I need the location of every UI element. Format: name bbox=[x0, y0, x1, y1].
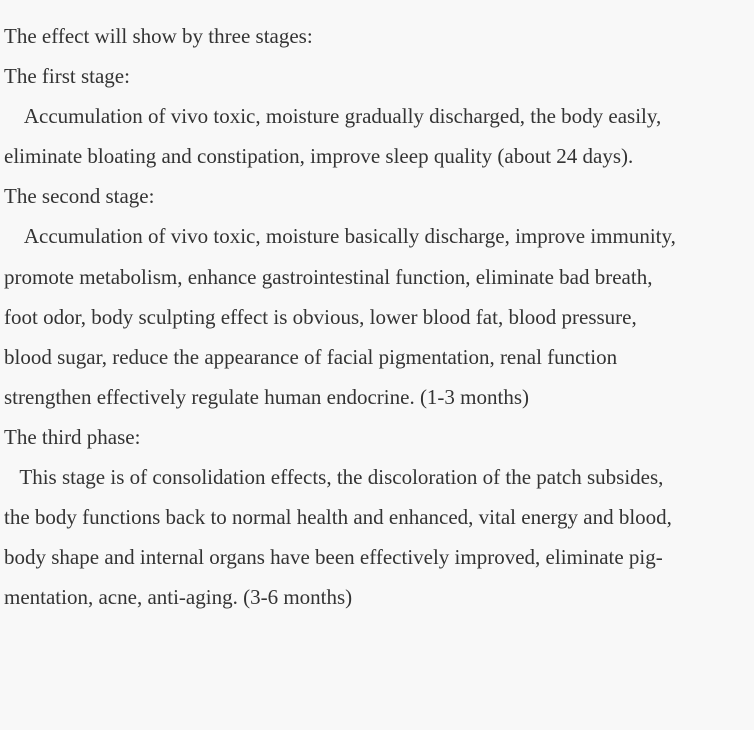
stage-three-text-line: the body functions back to normal health and enhanced, vital energy and blood, bbox=[4, 505, 672, 530]
stage-three-heading: The third phase: bbox=[4, 424, 141, 449]
stage-three-text-line: This stage is of consolidation effects, the discoloration of the patch subsides, bbox=[4, 465, 664, 490]
stage-one-text-line: Accumulation of vivo toxic, moisture gradually discharged, the body easily, bbox=[4, 104, 662, 129]
stage-one-text-line: eliminate bloating and constipation, improve sleep quality (about 24 days). bbox=[4, 144, 634, 169]
stage-two-text-line: promote metabolism, enhance gastrointestinal function, eliminate bad breath, bbox=[4, 264, 653, 289]
intro-heading: The effect will show by three stages: bbox=[4, 24, 313, 48]
stage-two-text-line: foot odor, body sculpting effect is obvious, lower blood fat, blood pressure, bbox=[4, 304, 637, 329]
stage-three-text-line: body shape and internal organs have been effectively improved, eliminate pig- bbox=[4, 545, 663, 570]
stage-two-heading: The second stage: bbox=[4, 184, 155, 209]
stage-two-text-line: Accumulation of vivo toxic, moisture basically discharge, improve immunity, bbox=[4, 224, 676, 249]
stage-two-text-line: strengthen effectively regulate human endocrine. (1-3 months) bbox=[4, 384, 530, 409]
stage-three-text-line: mentation, acne, anti-aging. (3-6 months) bbox=[4, 585, 353, 610]
stage-two-text-line: blood sugar, reduce the appearance of facial pigmentation, renal function bbox=[4, 344, 618, 369]
stage-one-heading: The first stage: bbox=[4, 64, 130, 89]
